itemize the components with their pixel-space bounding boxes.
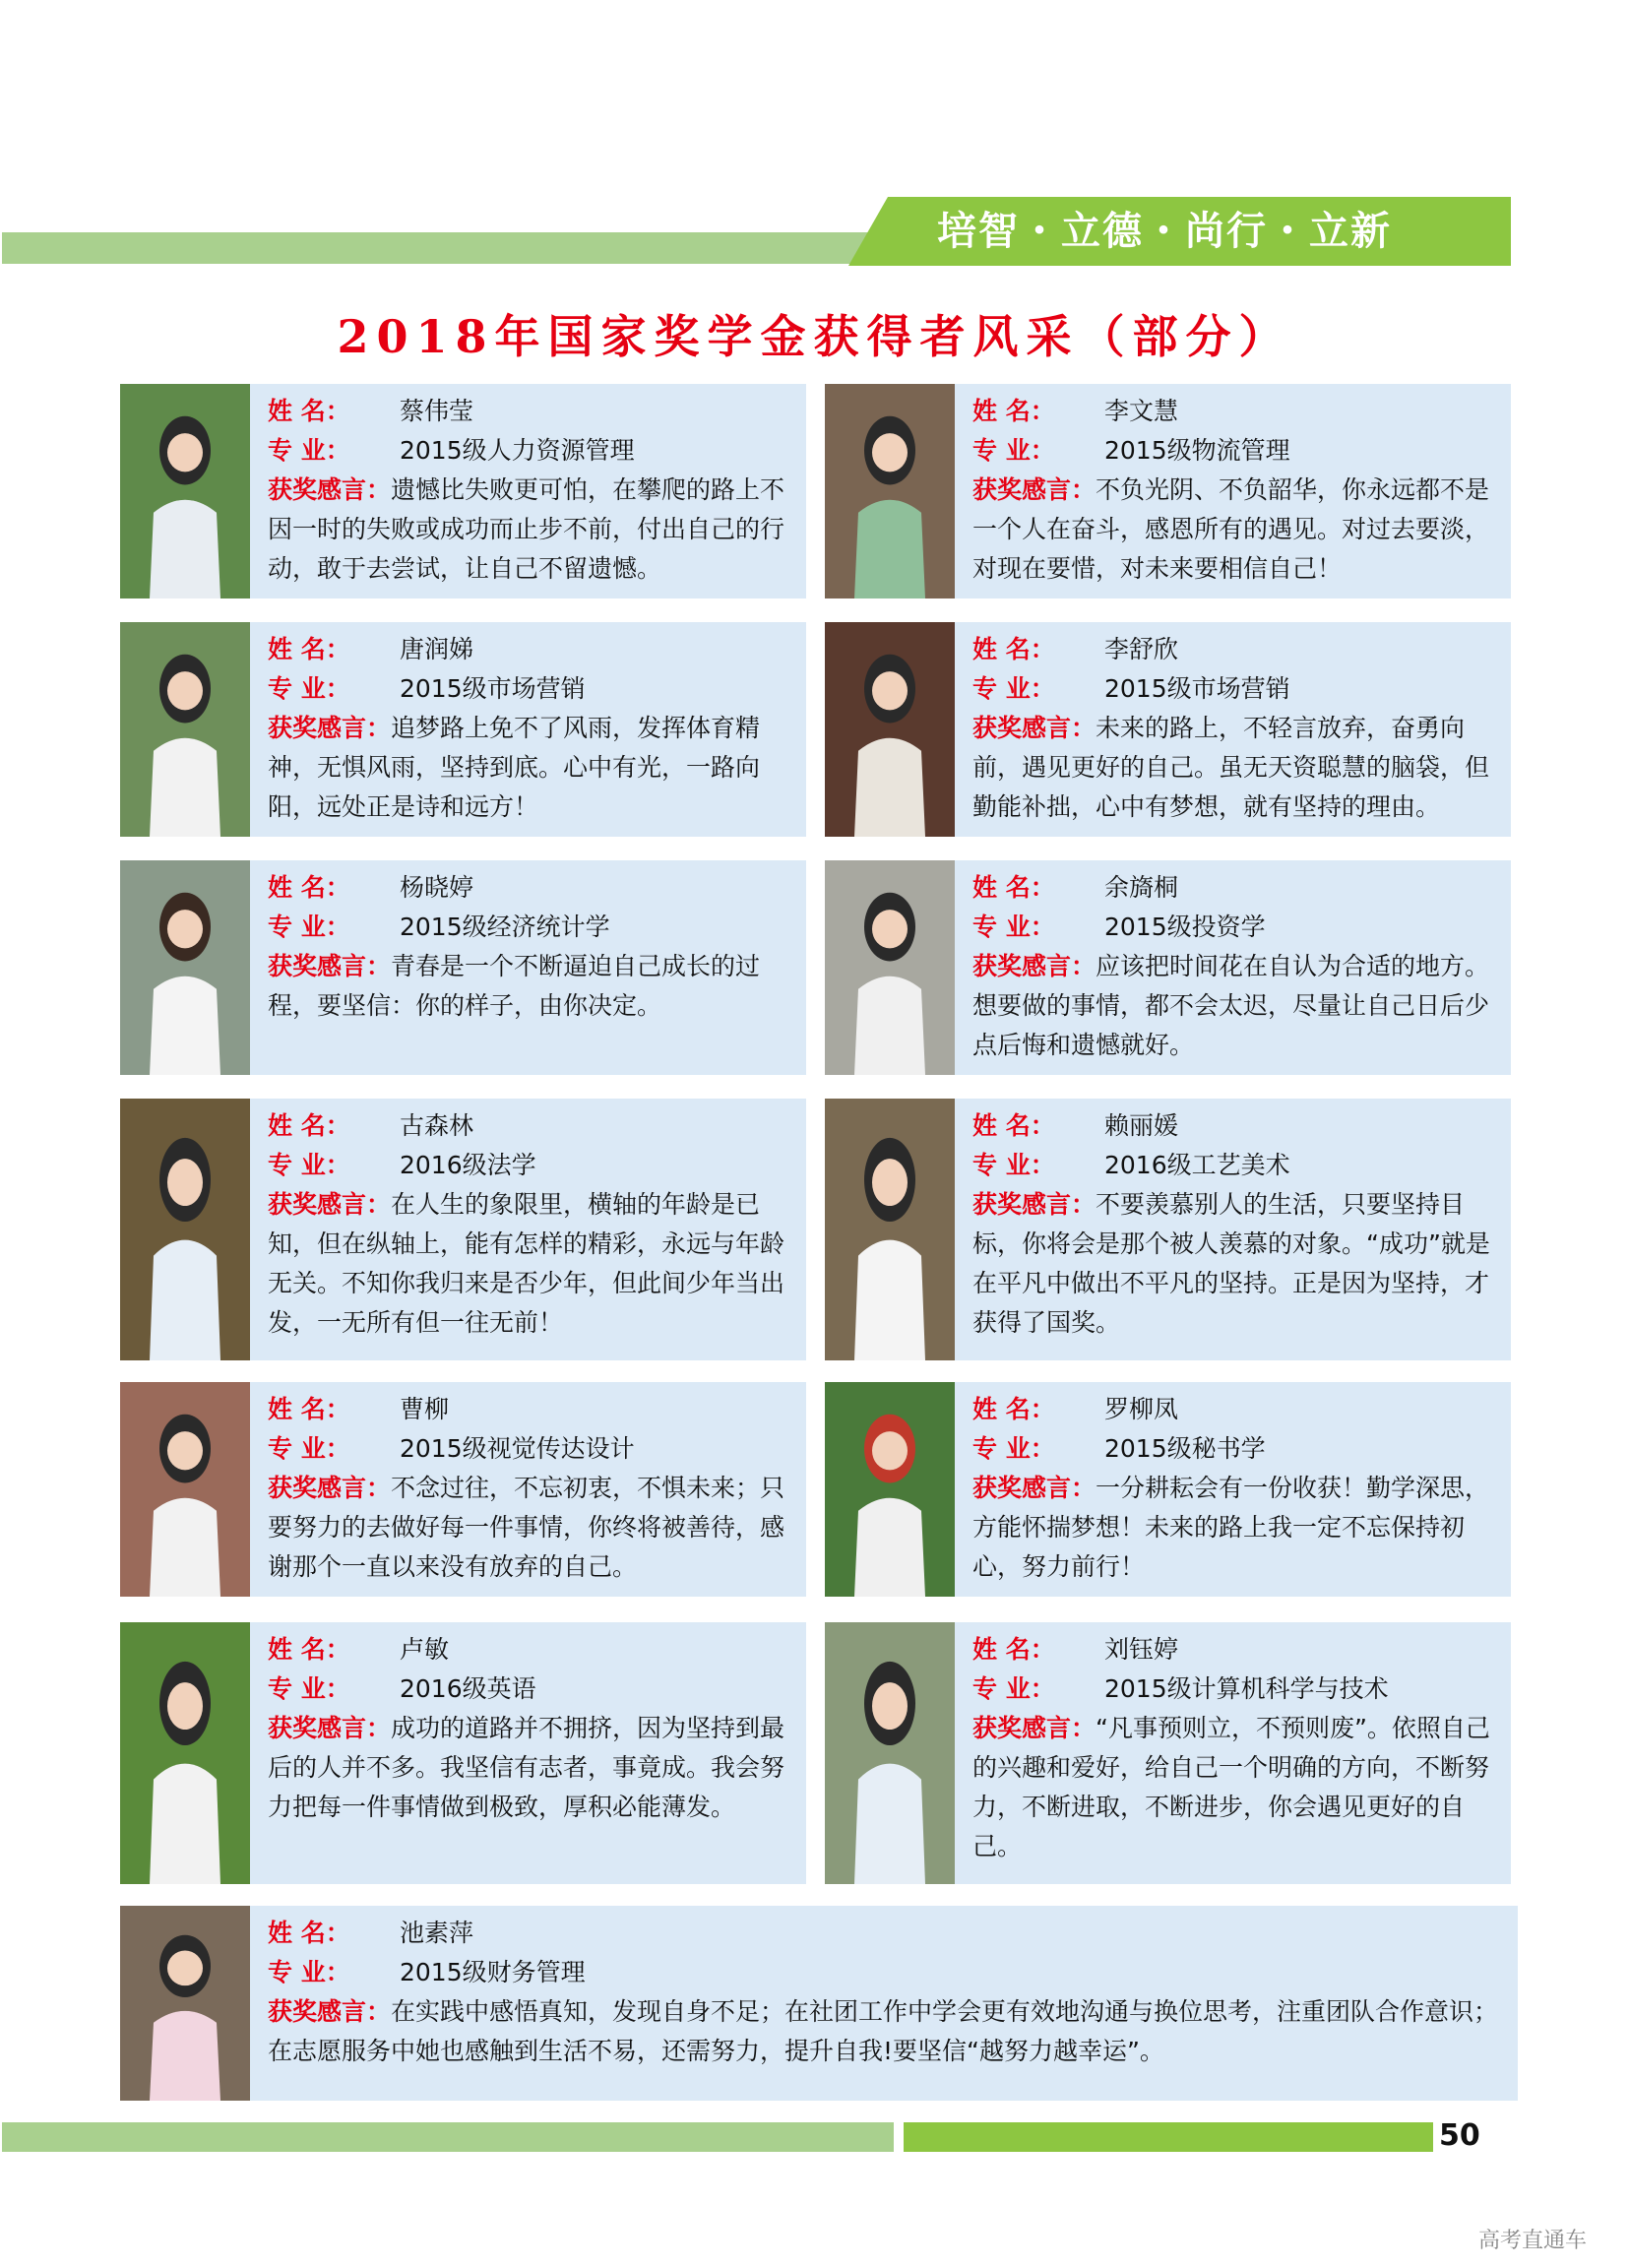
major-label: 专 业： <box>972 1674 1055 1703</box>
awardee-major: 2015级物流管理 <box>1104 436 1290 465</box>
major-label: 专 业： <box>972 1434 1055 1463</box>
major-label: 专 业： <box>972 436 1055 465</box>
portrait-icon <box>120 1099 250 1360</box>
awardee-photo <box>120 384 250 598</box>
awardee-info <box>972 1106 1499 1343</box>
awardee-photo <box>825 384 955 598</box>
name-label: 姓 名： <box>972 635 1055 663</box>
awardee-name: 赖丽媛 <box>1104 1111 1179 1140</box>
name-row <box>972 1390 1499 1429</box>
awardee-info <box>972 1630 1499 1866</box>
major-row <box>268 1953 1506 1992</box>
awardee-quote: 未来的路上，不轻言放弃，奋勇向前，遇见更好的自己。虽无天资聪慧的脑袋，但勤能补拙，心中有梦想，就有坚持的理由。 <box>972 714 1490 821</box>
portrait-icon <box>825 1382 955 1597</box>
footer-band-right <box>904 2122 1433 2152</box>
awardee-card-2 <box>825 384 1511 598</box>
major-label: 专 业： <box>268 1674 350 1703</box>
awardee-quote: 不负光阴、不负韶华，你永远都不是一个人在奋斗，感恩所有的遇见。对过去要淡，对现在要惜，对未来要相信自己！ <box>972 475 1490 583</box>
quote-label: 获奖感言： <box>972 475 1096 504</box>
awardee-info <box>268 630 794 827</box>
awardee-major: 2015级投资学 <box>1104 913 1266 941</box>
name-label: 姓 名： <box>268 1395 350 1423</box>
awardee-info <box>268 1106 794 1343</box>
portrait-icon <box>120 860 250 1075</box>
awardee-photo <box>120 1906 250 2101</box>
awardee-name: 池素萍 <box>400 1919 474 1947</box>
awardee-card-4 <box>825 622 1511 837</box>
major-row <box>268 908 794 947</box>
name-row <box>268 1106 794 1146</box>
awardee-photo <box>825 860 955 1075</box>
name-label: 姓 名： <box>972 1111 1055 1140</box>
name-row <box>268 392 794 431</box>
portrait-icon <box>120 384 250 598</box>
awardee-quote: 不要羡慕别人的生活，只要坚持目标，你将会是那个被人羡慕的对象。“成功”就是在平凡中做出不平凡的坚持。正是因为坚持，才获得了国奖。 <box>972 1190 1490 1337</box>
awardee-info <box>268 392 794 589</box>
name-label: 姓 名： <box>972 1395 1055 1423</box>
awardee-major: 2015级市场营销 <box>1104 674 1290 703</box>
name-label: 姓 名： <box>972 397 1055 425</box>
awardee-name: 曹柳 <box>400 1395 450 1423</box>
name-row <box>972 1106 1499 1146</box>
major-label: 专 业： <box>268 674 350 703</box>
awardee-photo <box>825 1099 955 1360</box>
awardee-name: 蔡伟莹 <box>400 397 474 425</box>
awardee-info <box>972 630 1499 827</box>
portrait-icon <box>825 384 955 598</box>
awardee-quote: 青春是一个不断逼迫自己成长的过程，要坚信：你的样子，由你决定。 <box>268 952 761 1020</box>
name-row <box>972 868 1499 908</box>
portrait-icon <box>120 622 250 837</box>
awardee-card-10 <box>825 1382 1511 1597</box>
major-label: 专 业： <box>268 1958 350 1986</box>
name-label: 姓 名： <box>268 873 350 902</box>
name-row <box>972 630 1499 669</box>
awardee-name: 罗柳凤 <box>1104 1395 1179 1423</box>
awardee-card-3 <box>120 622 806 837</box>
quote-label: 获奖感言： <box>972 1714 1096 1742</box>
quote-label: 获奖感言： <box>972 952 1096 980</box>
name-label: 姓 名： <box>268 397 350 425</box>
quote-row <box>972 1469 1499 1587</box>
page-number: 50 <box>1439 2118 1480 2153</box>
awardee-quote: 成功的道路并不拥挤，因为坚持到最后的人并不多。我坚信有志者，事竟成。我会努力把每一件事情做到极致，厚积必能薄发。 <box>268 1714 785 1821</box>
awardee-card-8 <box>825 1099 1511 1360</box>
awardee-card-1 <box>120 384 806 598</box>
name-row <box>268 1914 1506 1953</box>
awardee-info <box>972 1390 1499 1587</box>
awardee-photo <box>825 1382 955 1597</box>
quote-label: 获奖感言： <box>268 475 392 504</box>
name-label: 姓 名： <box>268 1635 350 1664</box>
major-label: 专 业： <box>268 1151 350 1179</box>
awardee-photo <box>120 1622 250 1884</box>
quote-label: 获奖感言： <box>268 1714 392 1742</box>
watermark: 高考直通车 <box>1478 2229 1588 2253</box>
awardee-quote: 在人生的象限里，横轴的年龄是已知，但在纵轴上，能有怎样的精彩，永远与年龄无关。不知你我归来是否少年，但此间少年当出发，一无所有但一往无前！ <box>268 1190 785 1337</box>
major-label: 专 业： <box>268 1434 350 1463</box>
major-label: 专 业： <box>972 913 1055 941</box>
major-row <box>972 908 1499 947</box>
awardee-card-13 <box>120 1906 1518 2101</box>
awardee-quote: 不念过往，不忘初衷，不惧未来；只要努力的去做好每一件事情，你终将被善待，感谢那个一直以来没有放弃的自己。 <box>268 1474 785 1581</box>
footer-band-left <box>2 2122 894 2152</box>
portrait-icon <box>825 1622 955 1884</box>
awardee-major: 2015级市场营销 <box>400 674 586 703</box>
quote-row <box>972 1709 1499 1866</box>
awardee-name: 杨晓婷 <box>400 873 474 902</box>
quote-row <box>268 1709 794 1827</box>
major-row <box>268 431 794 471</box>
quote-label: 获奖感言： <box>268 1474 392 1502</box>
major-row <box>972 1670 1499 1709</box>
awardee-card-11 <box>120 1622 806 1884</box>
name-row <box>972 1630 1499 1670</box>
major-row <box>972 1429 1499 1469</box>
major-row <box>268 669 794 709</box>
major-label: 专 业： <box>268 436 350 465</box>
quote-row <box>972 709 1499 827</box>
awardee-major: 2015级计算机科学与技术 <box>1104 1674 1389 1703</box>
awardee-card-5 <box>120 860 806 1075</box>
quote-row <box>268 1185 794 1343</box>
awardee-major: 2015级经济统计学 <box>400 913 610 941</box>
major-row <box>972 669 1499 709</box>
awardee-quote: 应该把时间花在自认为合适的地方。想要做的事情，都不会太迟，尽量让自己日后少点后悔和遗憾就好。 <box>972 952 1490 1059</box>
awardee-name: 余旖桐 <box>1104 873 1179 902</box>
awardee-info <box>268 868 794 1026</box>
awardee-info <box>268 1630 794 1827</box>
awardee-photo <box>120 1099 250 1360</box>
major-label: 专 业： <box>972 674 1055 703</box>
awardee-major: 2016级英语 <box>400 1674 536 1703</box>
awardee-quote: 遗憾比失败更可怕，在攀爬的路上不因一时的失败或成功而止步不前，付出自己的行动，敢于去尝试，让自己不留遗憾。 <box>268 475 785 583</box>
awardee-info <box>268 1914 1506 2071</box>
major-row <box>268 1670 794 1709</box>
awardee-photo <box>120 1382 250 1597</box>
portrait-icon <box>825 860 955 1075</box>
name-label: 姓 名： <box>268 1919 350 1947</box>
header-motto: 培智・立德・尚行・立新 <box>937 208 1392 254</box>
major-row <box>972 431 1499 471</box>
quote-row <box>268 947 794 1026</box>
portrait-icon <box>120 1906 250 2101</box>
name-label: 姓 名： <box>972 873 1055 902</box>
portrait-icon <box>825 1099 955 1360</box>
awardee-info <box>972 868 1499 1065</box>
awardee-card-7 <box>120 1099 806 1360</box>
awardee-card-12 <box>825 1622 1511 1884</box>
quote-label: 获奖感言： <box>972 714 1096 742</box>
quote-row <box>972 471 1499 589</box>
major-row <box>972 1146 1499 1185</box>
portrait-icon <box>825 622 955 837</box>
awardee-major: 2016级工艺美术 <box>1104 1151 1290 1179</box>
awardee-quote: “凡事预则立，不预则废”。依照自己的兴趣和爱好，给自己一个明确的方向，不断努力，不断进取，不断进步，你会遇见更好的自己。 <box>972 1714 1490 1860</box>
awardee-major: 2016级法学 <box>400 1151 536 1179</box>
name-label: 姓 名： <box>972 1635 1055 1664</box>
awardee-quote: 一分耕耘会有一份收获！勤学深思，方能怀揣梦想！未来的路上我一定不忘保持初心，努力前行！ <box>972 1474 1490 1581</box>
awardee-photo <box>825 1622 955 1884</box>
awardee-quote: 在实践中感悟真知，发现自身不足；在社团工作中学会更有效地沟通与换位思考，注重团队合作意识；在志愿服务中她也感触到生活不易，还需努力，提升自我!要坚信“越努力越幸运”。 <box>268 1997 1499 2065</box>
awardee-info <box>268 1390 794 1587</box>
awardee-info <box>972 392 1499 589</box>
awardee-photo <box>825 622 955 837</box>
awardee-name: 李舒欣 <box>1104 635 1179 663</box>
portrait-icon <box>120 1622 250 1884</box>
name-row <box>268 1390 794 1429</box>
quote-label: 获奖感言： <box>268 952 392 980</box>
awardee-photo <box>120 622 250 837</box>
awardee-major: 2015级秘书学 <box>1104 1434 1266 1463</box>
page-title: 2018年国家奖学金获得者风采（部分） <box>337 310 1292 363</box>
quote-row <box>268 1992 1506 2071</box>
awardee-name: 李文慧 <box>1104 397 1179 425</box>
awardee-photo <box>120 860 250 1075</box>
portrait-icon <box>120 1382 250 1597</box>
quote-row <box>268 1469 794 1587</box>
major-row <box>268 1146 794 1185</box>
major-label: 专 业： <box>268 913 350 941</box>
awardee-major: 2015级视觉传达设计 <box>400 1434 635 1463</box>
awardee-name: 刘钰婷 <box>1104 1635 1179 1664</box>
awardee-card-9 <box>120 1382 806 1597</box>
quote-row <box>972 1185 1499 1343</box>
major-row <box>268 1429 794 1469</box>
quote-label: 获奖感言： <box>268 1997 392 2026</box>
quote-label: 获奖感言： <box>972 1190 1096 1219</box>
awardee-name: 唐润娣 <box>400 635 474 663</box>
name-row <box>268 1630 794 1670</box>
quote-label: 获奖感言： <box>268 714 392 742</box>
major-label: 专 业： <box>972 1151 1055 1179</box>
quote-row <box>268 471 794 589</box>
quote-label: 获奖感言： <box>268 1190 392 1219</box>
name-row <box>268 630 794 669</box>
awardee-name: 卢敏 <box>400 1635 450 1664</box>
awardee-card-6 <box>825 860 1511 1075</box>
quote-label: 获奖感言： <box>972 1474 1096 1502</box>
name-row <box>972 392 1499 431</box>
awardee-major: 2015级财务管理 <box>400 1958 586 1986</box>
quote-row <box>972 947 1499 1065</box>
awardee-name: 古森林 <box>400 1111 474 1140</box>
awardee-major: 2015级人力资源管理 <box>400 436 635 465</box>
awardee-quote: 追梦路上免不了风雨，发挥体育精神，无惧风雨，坚持到底。心中有光，一路向阳，远处正是诗和远方！ <box>268 714 761 821</box>
name-label: 姓 名： <box>268 1111 350 1140</box>
quote-row <box>268 709 794 827</box>
name-label: 姓 名： <box>268 635 350 663</box>
name-row <box>268 868 794 908</box>
